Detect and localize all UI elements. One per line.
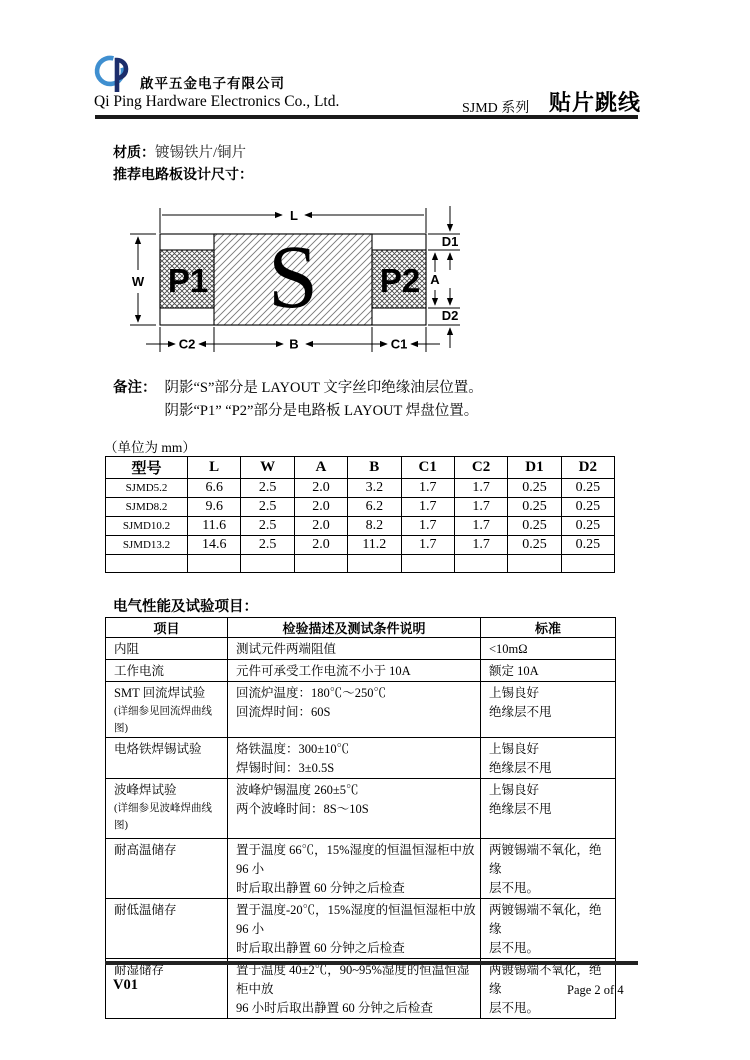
unit-note: （单位为 mm） (104, 440, 196, 455)
value-cell: 1.7 (454, 498, 507, 517)
material-value: 镀锡铁片/铜片 (155, 145, 247, 161)
value-cell (188, 555, 241, 573)
cell-line: 置于温度-20℃，15%湿度的恒温恒湿柜中放 96 小 (236, 903, 476, 936)
cell-line: 层不甩。 (489, 881, 540, 895)
cell-line: 上锡良好 (489, 783, 540, 797)
value-cell (401, 555, 454, 573)
model-cell (106, 555, 188, 573)
dim-label-w: W (131, 274, 145, 289)
cell-line: 置于温度 40±2℃，90~95%湿度的恒温恒湿柜中放 (236, 963, 470, 996)
value-cell: 8.2 (348, 517, 401, 536)
dim-col-header: 型号 (106, 457, 188, 479)
dim-col-header: A (294, 457, 347, 479)
value-cell (241, 555, 294, 573)
model-cell: SJMD10.2 (106, 517, 188, 536)
test-col-header: 检验描述及测试条件说明 (228, 618, 481, 638)
value-cell: 2.0 (294, 517, 347, 536)
dim-label-c2: C2 (178, 336, 196, 352)
test-table-row (106, 839, 616, 899)
test-cell (106, 839, 228, 899)
test-table-row (106, 660, 616, 682)
value-cell: 2.5 (241, 536, 294, 555)
test-table-row (106, 959, 616, 1019)
test-table-row (106, 682, 616, 738)
cell-line: 焊锡时间：3±0.5S (236, 761, 335, 775)
dim-col-header: C2 (454, 457, 507, 479)
dim-label-c1: C1 (390, 336, 408, 352)
company-logo-icon (93, 47, 139, 97)
cell-line: 层不甩。 (489, 1001, 540, 1015)
footer-rule (105, 961, 638, 965)
cell-line: 回流焊时间：60S (236, 705, 331, 719)
cell-line: 回流炉温度：180℃～250℃ (236, 686, 387, 700)
value-cell: 1.7 (401, 498, 454, 517)
cell-line: 工作电流 (114, 664, 165, 678)
header-rule (95, 115, 638, 119)
test-table-row (106, 638, 616, 660)
value-cell: 0.25 (508, 517, 561, 536)
cell-line: 波峰炉锡温度 260±5℃ (236, 783, 359, 797)
silkscreen-s-label: S (267, 228, 319, 327)
dim-table-row (106, 517, 615, 536)
cell-line: <10mΩ (489, 642, 528, 656)
value-cell: 1.7 (401, 479, 454, 498)
notes-line-2: 阴影“P1” “P2”部分是电路板 LAYOUT 焊盘位置。 (164, 403, 479, 419)
version-label: V01 (113, 977, 138, 993)
dim-label-d2: D2 (441, 308, 459, 323)
value-cell: 2.5 (241, 479, 294, 498)
value-cell: 2.0 (294, 498, 347, 517)
test-cell (228, 779, 481, 839)
value-cell: 0.25 (561, 498, 614, 517)
dimension-table-head (106, 457, 615, 479)
test-cell (228, 839, 481, 899)
value-cell (348, 555, 401, 573)
cell-line: 波峰焊试验 (114, 783, 177, 797)
dim-table-row (106, 479, 615, 498)
cell-line: 元件可承受工作电流不小于 10A (236, 664, 411, 678)
cell-line: 耐高温储存 (114, 843, 177, 857)
value-cell (294, 555, 347, 573)
material-label: 材质： (113, 144, 155, 160)
value-cell: 0.25 (561, 479, 614, 498)
dim-col-header: W (241, 457, 294, 479)
cell-line: 时后取出静置 60 分钟之后检查 (236, 941, 405, 955)
value-cell: 1.7 (401, 536, 454, 555)
value-cell (508, 555, 561, 573)
value-cell: 11.6 (188, 517, 241, 536)
dim-label-d1: D1 (441, 234, 459, 249)
dim-table-row (106, 498, 615, 517)
dim-label-l: L (290, 208, 298, 223)
page-number: Page 2 of 4 (567, 983, 624, 997)
pad-p1-label: P1 (167, 262, 209, 299)
value-cell (561, 555, 614, 573)
test-cell (106, 738, 228, 779)
dim-col-header: L (188, 457, 241, 479)
cell-line: 上锡良好 (489, 742, 540, 756)
item-note: (详细参见回流焊曲线图) (114, 706, 212, 734)
cell-line: 电烙铁焊锡试验 (114, 742, 202, 756)
dimension-table (105, 456, 615, 573)
value-cell: 0.25 (561, 517, 614, 536)
value-cell: 6.2 (348, 498, 401, 517)
cell-line: 两个波峰时间：8S～10S (236, 802, 369, 816)
value-cell: 3.2 (348, 479, 401, 498)
cell-line: 耐湿储存 (114, 963, 165, 977)
series-label: SJMD 系列 (462, 101, 530, 116)
value-cell: 2.0 (294, 479, 347, 498)
test-table-row (106, 899, 616, 959)
company-name-cn: 啟平五金电子有限公司 (140, 76, 285, 91)
test-table (105, 617, 616, 1019)
cell-line: 内阻 (114, 642, 140, 656)
value-cell (454, 555, 507, 573)
test-cell (481, 839, 616, 899)
model-cell: SJMD5.2 (106, 479, 188, 498)
value-cell: 11.2 (348, 536, 401, 555)
test-cell (228, 638, 481, 660)
notes-block (113, 377, 483, 423)
cell-line: 两镀锡端不氧化，绝缘 (489, 963, 602, 996)
test-cell (106, 682, 228, 738)
notes-lines (165, 377, 483, 423)
value-cell: 2.0 (294, 536, 347, 555)
recommend-title: 推荐电路板设计尺寸： (113, 166, 253, 182)
value-cell: 0.25 (508, 479, 561, 498)
value-cell: 9.6 (188, 498, 241, 517)
cell-line: 上锡良好 (489, 686, 540, 700)
dim-table-row (106, 555, 615, 573)
test-col-header: 标准 (481, 618, 616, 638)
value-cell: 2.5 (241, 517, 294, 536)
cell-line: 两镀锡端不氧化，绝缘 (489, 843, 602, 876)
test-cell (481, 682, 616, 738)
cell-line: 绝缘层不甩 (489, 705, 552, 719)
test-cell (228, 738, 481, 779)
notes-label: 备注： (113, 380, 157, 396)
value-cell: 1.7 (454, 536, 507, 555)
test-table-row (106, 738, 616, 779)
test-cell (481, 660, 616, 682)
test-col-header: 项目 (106, 618, 228, 638)
value-cell: 1.7 (454, 517, 507, 536)
test-cell (228, 660, 481, 682)
cell-line: 96 小时后取出静置 60 分钟之后检查 (236, 1001, 433, 1015)
cell-line: 层不甩。 (489, 941, 540, 955)
test-table-head (106, 618, 616, 638)
test-cell (106, 779, 228, 839)
test-cell (228, 959, 481, 1019)
company-name-en: Qi Ping Hardware Electronics Co., Ltd. (94, 93, 340, 110)
dim-label-a: A (430, 272, 440, 287)
dim-col-header: C1 (401, 457, 454, 479)
dim-col-header: D1 (508, 457, 561, 479)
test-cell (481, 899, 616, 959)
value-cell: 0.25 (508, 498, 561, 517)
value-cell: 0.25 (561, 536, 614, 555)
test-cell (228, 899, 481, 959)
cell-line: 耐低温储存 (114, 903, 177, 917)
cell-line: 置于温度 66℃，15%湿度的恒温恒湿柜中放 96 小 (236, 843, 475, 876)
dimension-table-body (106, 479, 615, 573)
material-line (113, 141, 246, 162)
cell-line: 绝缘层不甩 (489, 802, 552, 816)
pcb-layout-diagram (122, 196, 478, 368)
value-cell: 14.6 (188, 536, 241, 555)
cell-line: 烙铁温度：300±10℃ (236, 742, 350, 756)
value-cell: 1.7 (454, 479, 507, 498)
value-cell: 6.6 (188, 479, 241, 498)
model-cell: SJMD8.2 (106, 498, 188, 517)
dim-col-header: D2 (561, 457, 614, 479)
value-cell: 2.5 (241, 498, 294, 517)
value-cell: 1.7 (401, 517, 454, 536)
dim-table-row (106, 536, 615, 555)
cell-line: SMT 回流焊试验 (114, 686, 206, 700)
cell-line: 绝缘层不甩 (489, 761, 552, 775)
test-cell (106, 638, 228, 660)
item-note: (详细参见波峰焊曲线图) (114, 803, 212, 831)
value-cell: 0.25 (508, 536, 561, 555)
cell-line: 两镀锡端不氧化，绝缘 (489, 903, 602, 936)
test-cell (106, 899, 228, 959)
cell-line: 时后取出静置 60 分钟之后检查 (236, 881, 405, 895)
test-cell (481, 638, 616, 660)
test-cell (106, 660, 228, 682)
model-cell: SJMD13.2 (106, 536, 188, 555)
page-title: 贴片跳线 (549, 90, 642, 115)
dim-label-b: B (289, 336, 299, 352)
test-cell (481, 738, 616, 779)
cell-line: 额定 10A (489, 664, 539, 678)
test-cell (228, 682, 481, 738)
cell-line: 测试元件两端阻值 (236, 642, 337, 656)
pad-p2-label: P2 (379, 262, 421, 299)
notes-line-1: 阴影“S”部分是 LAYOUT 文字丝印绝缘油层位置。 (164, 380, 483, 396)
electrical-title: 电气性能及试验项目： (113, 599, 258, 615)
test-table-row (106, 779, 616, 839)
dim-col-header: B (348, 457, 401, 479)
test-cell (481, 779, 616, 839)
